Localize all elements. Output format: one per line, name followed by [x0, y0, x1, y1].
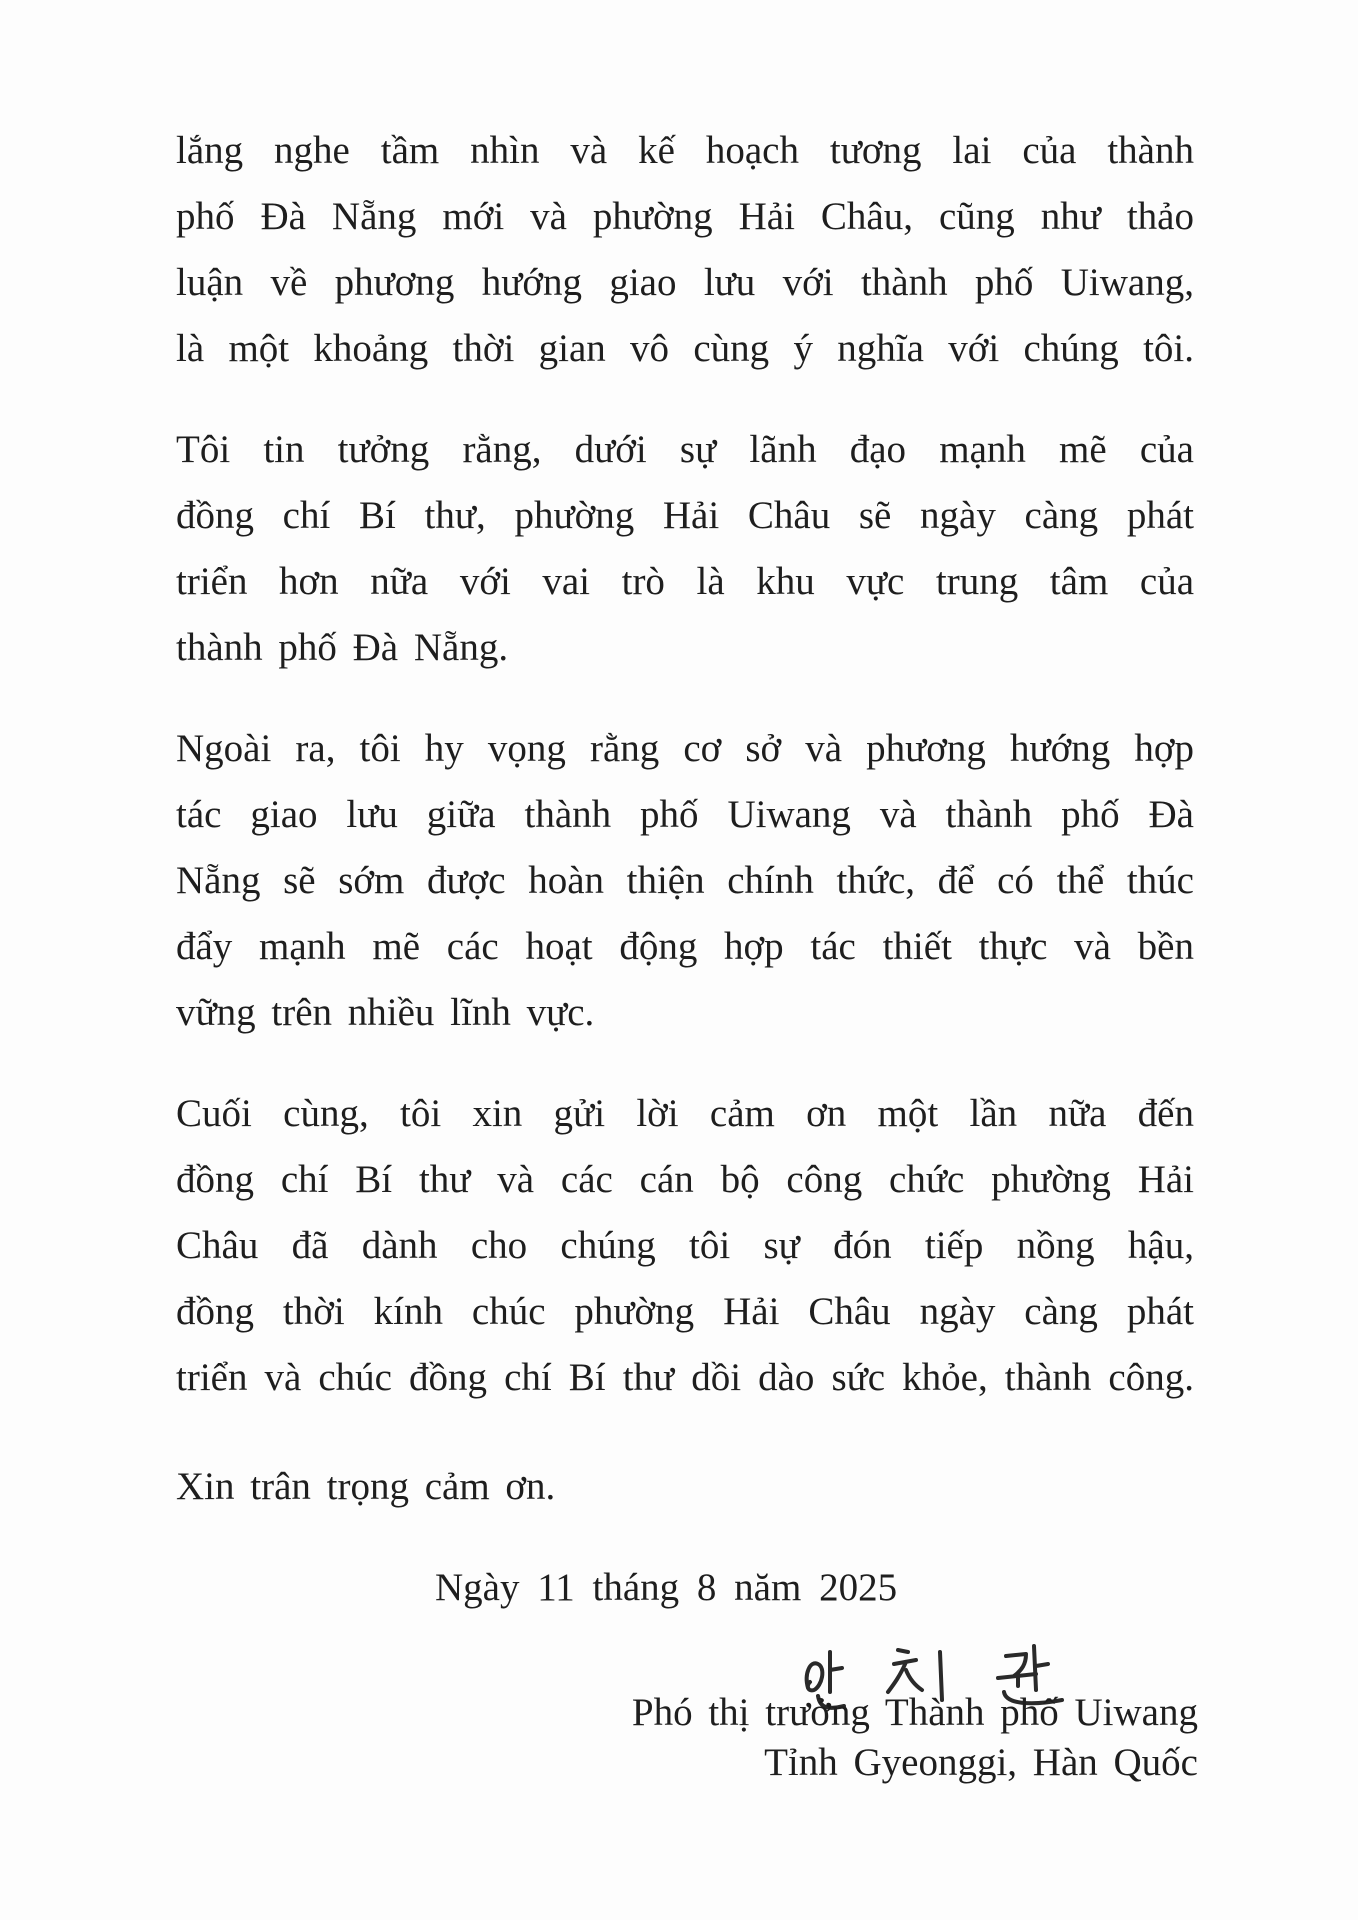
- text-line: phố Đà Nẵng mới và phường Hải Châu, cũng như thảo: [176, 195, 1194, 238]
- text-line: đồng chí Bí thư, phường Hải Châu sẽ ngày càng phát: [176, 494, 1194, 537]
- text-line: triển hơn nữa với vai trò là khu vực trung tâm của: [176, 560, 1194, 603]
- text-line: Nẵng sẽ sớm được hoàn thiện chính thức, để có thể thúc: [176, 859, 1194, 902]
- text-line: vững trên nhiều lĩnh vực.: [176, 991, 595, 1034]
- letter-body: [176, 118, 1194, 1446]
- text-line: thành phố Đà Nẵng.: [176, 626, 509, 669]
- closing-line: Xin trân trọng cảm ơn.: [176, 1465, 556, 1508]
- text-line: đẩy mạnh mẽ các hoạt động hợp tác thiết thực và bền: [176, 925, 1194, 968]
- text-line: Tôi tin tưởng rằng, dưới sự lãnh đạo mạnh mẽ của: [176, 428, 1194, 471]
- text-line: luận về phương hướng giao lưu với thành phố Uiwang,: [176, 261, 1194, 304]
- paragraph-1: [176, 118, 1194, 382]
- text-line: Cuối cùng, tôi xin gửi lời cảm ơn một lần nữa đến: [176, 1092, 1194, 1135]
- signer-block: [632, 1688, 1198, 1788]
- text-line: đồng thời kính chúc phường Hải Châu ngày càng phát: [176, 1290, 1194, 1333]
- paragraph-4: [176, 1081, 1194, 1411]
- paragraph-2: [176, 417, 1194, 681]
- letter-date: Ngày 11 tháng 8 năm 2025: [435, 1566, 898, 1609]
- paragraph-3: [176, 716, 1194, 1046]
- signer-title: Phó thị trưởng Thành phố Uiwang: [631, 1691, 1198, 1734]
- text-line: là một khoảng thời gian vô cùng ý nghĩa với chúng tôi.: [176, 327, 1194, 370]
- text-line: đồng chí Bí thư và các cán bộ công chức phường Hải: [176, 1158, 1194, 1201]
- text-line: tác giao lưu giữa thành phố Uiwang và thành phố Đà: [176, 793, 1194, 836]
- text-line: Châu đã dành cho chúng tôi sự đón tiếp nồng hậu,: [176, 1224, 1194, 1267]
- text-line: triển và chúc đồng chí Bí thư dồi dào sức khỏe, thành công.: [176, 1356, 1194, 1399]
- text-line: lắng nghe tầm nhìn và kế hoạch tương lai của thành: [176, 129, 1194, 172]
- text-line: Ngoài ra, tôi hy vọng rằng cơ sở và phương hướng hợp: [176, 727, 1194, 770]
- signer-location: Tỉnh Gyeonggi, Hàn Quốc: [764, 1741, 1198, 1784]
